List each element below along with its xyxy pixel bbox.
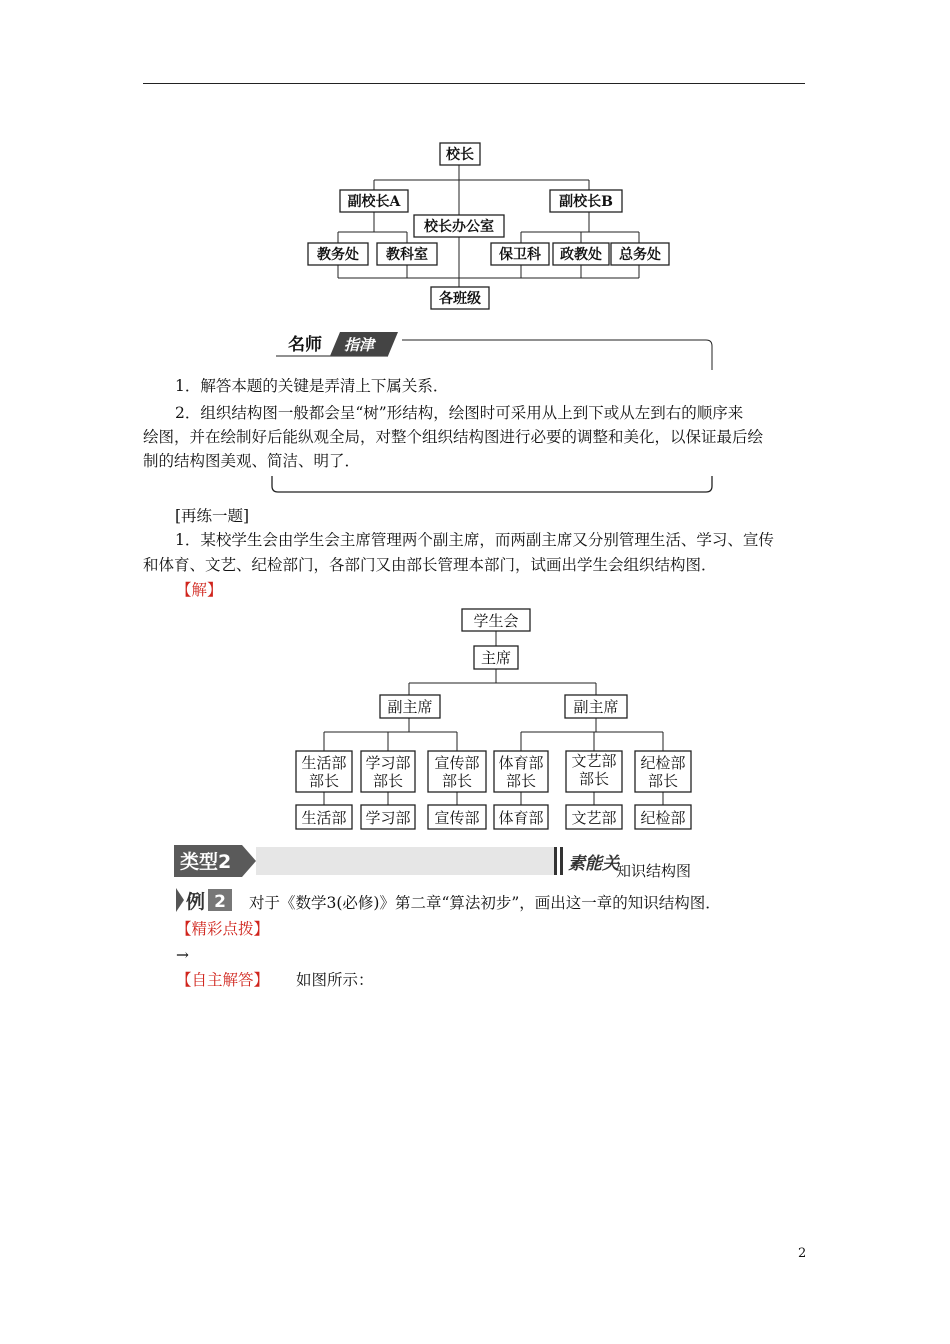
node-research-office: 教科室 xyxy=(386,247,428,263)
node-head-discipline: 纪检部 xyxy=(640,754,686,772)
node-head-study-title: 部长 xyxy=(372,772,404,790)
node-general-affairs: 总务处 xyxy=(619,247,661,263)
node-dept-sports: 体育部 xyxy=(498,809,544,827)
example-tag-label: 例 xyxy=(186,891,206,913)
practice-heading: [再练一题] xyxy=(175,507,250,525)
page-number: 2 xyxy=(798,1246,807,1261)
practice-question-line-2: 和体育、文艺、纪检部门，各部门又由部长管理本部门，试画出学生会组织结构图． xyxy=(143,556,717,574)
node-dept-study: 学习部 xyxy=(365,809,411,827)
node-head-sports-title: 部长 xyxy=(505,772,537,790)
type-banner xyxy=(174,845,563,877)
node-political-office: 政教处 xyxy=(560,247,602,263)
tip-tag-right: 指津 xyxy=(344,336,375,354)
type-banner-right-tag: 素能关 xyxy=(568,854,619,874)
node-head-discipline-title: 部长 xyxy=(647,772,679,790)
practice-answer-label: 【解】 xyxy=(176,581,223,599)
practice-question-line-1: 1．某校学生会由学生会主席管理两个副主席，而两副主席又分别管理生活、学习、宣传 xyxy=(175,531,774,549)
node-principal-office: 校长办公室 xyxy=(424,219,494,235)
node-head-publicity: 宣传部 xyxy=(434,754,480,772)
node-dept-publicity: 宣传部 xyxy=(434,809,480,827)
node-principal: 校长 xyxy=(446,147,474,163)
node-head-publicity-title: 部长 xyxy=(441,772,473,790)
node-vice-chair-left: 副主席 xyxy=(387,698,433,716)
tip-point-1: 1．解答本题的关键是弄清上下属关系． xyxy=(175,377,449,395)
example-answer-label: 【自主解答】 xyxy=(176,971,270,989)
node-head-study: 学习部 xyxy=(365,754,411,772)
node-academic-affairs: 教务处 xyxy=(317,247,359,263)
node-head-arts-title: 部长 xyxy=(578,770,610,788)
type-banner-title: 知识结构图 xyxy=(616,862,692,880)
node-dept-discipline: 纪检部 xyxy=(640,809,686,827)
node-head-life-title: 部长 xyxy=(308,772,340,790)
node-vp-b: 副校长B xyxy=(559,194,613,210)
tip-tag-left: 名师 xyxy=(288,335,322,355)
example-hint-arrow: → xyxy=(176,946,189,964)
node-vice-chair-right: 副主席 xyxy=(573,698,619,716)
node-dept-arts: 文艺部 xyxy=(571,809,617,827)
type-banner-tag: 类型2 xyxy=(180,851,232,873)
node-head-arts: 文艺部 xyxy=(571,752,617,770)
example-number: 2 xyxy=(214,892,226,912)
node-student-union: 学生会 xyxy=(473,612,519,630)
node-head-sports: 体育部 xyxy=(498,754,544,772)
tip-point-2-line-3: 制的结构图美观、简洁、明了． xyxy=(143,452,361,470)
node-dept-life: 生活部 xyxy=(301,809,347,827)
tip-point-2-line-2: 绘图，并在绘制好后能纵观全局，对整个组织结构图进行必要的调整和美化，以保证最后绘 xyxy=(143,428,764,446)
example-question: 对于《数学3(必修)》第二章“算法初步”，画出这一章的知识结构图． xyxy=(249,894,721,912)
tip-point-2-line-1: 2．组织结构图一般都会呈“树”形结构，绘图时可采用从上到下或从左到右的顺序来 xyxy=(175,404,744,422)
example-hint-label: 【精彩点拨】 xyxy=(176,920,270,938)
node-classes: 各班级 xyxy=(439,291,481,307)
node-security: 保卫科 xyxy=(499,247,541,263)
example-answer-text: 如图所示： xyxy=(296,971,374,989)
node-chair: 主席 xyxy=(480,649,512,667)
node-vp-a: 副校长A xyxy=(347,194,401,210)
node-head-life: 生活部 xyxy=(301,754,347,772)
